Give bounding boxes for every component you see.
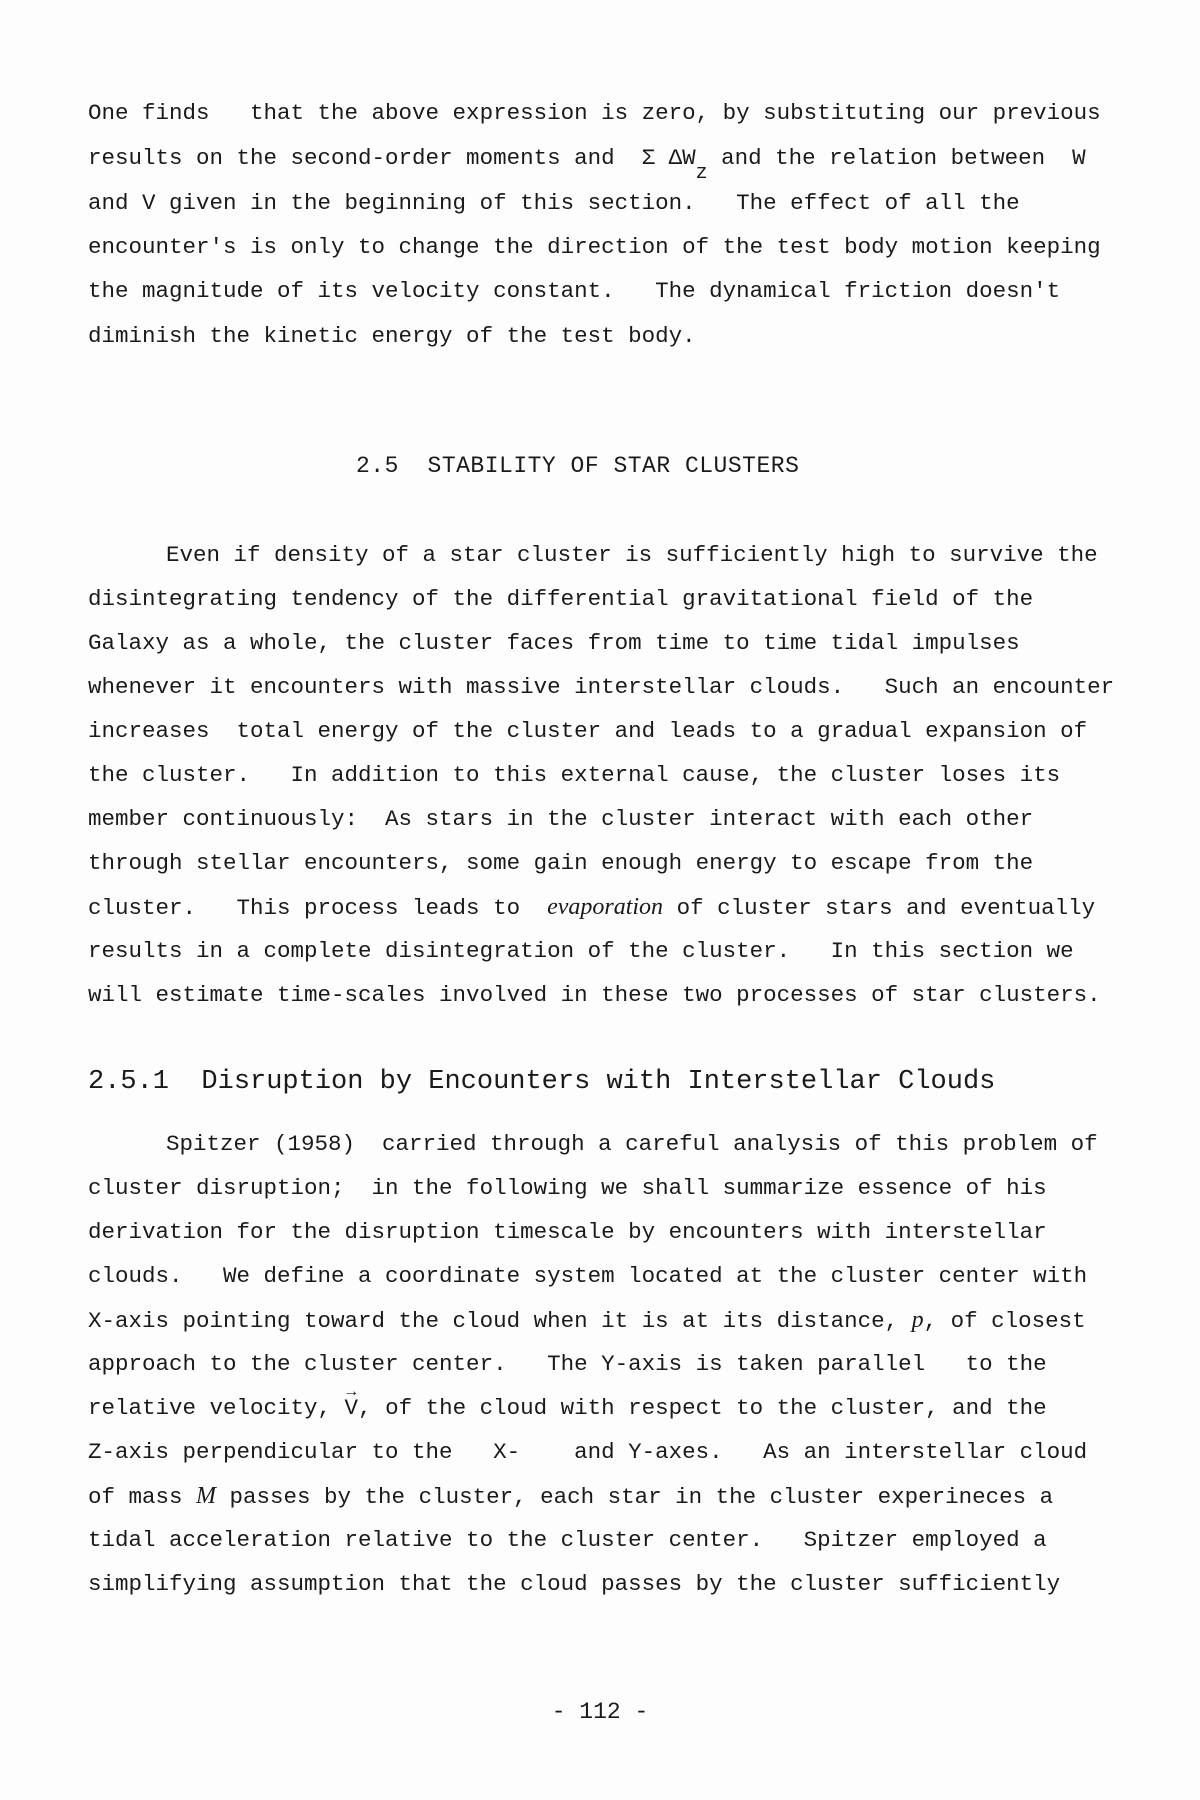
text-line: simplifying assumption that the cloud passes by the cluster sufficiently — [88, 1571, 1061, 1597]
text-span: , of the cloud with respect to the cluster, and the — [358, 1395, 1047, 1421]
text-line: tidal acceleration relative to the cluster center. Spitzer employed a — [88, 1527, 1047, 1553]
text-line: cluster disruption; in the following we shall summarize essence of his — [88, 1175, 1047, 1201]
text-line: increases total energy of the cluster and leads to a gradual expansion of — [88, 718, 1088, 744]
text-line: approach to the cluster center. The Y-axis is taken parallel to the — [88, 1351, 1047, 1377]
text-span: , of closest — [923, 1308, 1086, 1334]
text-line: member continuously: As stars in the cluster interact with each other — [88, 806, 1034, 832]
text-line: One finds that the above expression is zero, by substituting our previous — [88, 100, 1101, 126]
text-line: Z-axis perpendicular to the X- and Y-axes. As an interstellar cloud — [88, 1439, 1088, 1465]
text-line: Spitzer (1958) carried through a careful analysis of this problem of — [166, 1131, 1098, 1157]
text-span: results on the second-order moments and — [88, 145, 642, 171]
text-line: will estimate time-scales involved in these two processes of star clusters. — [88, 982, 1101, 1008]
text-span: passes by the cluster, each star in the cluster experineces a — [216, 1484, 1054, 1510]
text-span: of cluster stars and eventually — [663, 895, 1096, 921]
page-number: - 112 - — [551, 1699, 649, 1725]
text-line: clouds. We define a coordinate system located at the cluster center with — [88, 1263, 1088, 1289]
subsection-heading: 2.5.1 Disruption by Encounters with Interstellar Clouds — [88, 1067, 996, 1097]
sum-delta-w-expression — [641, 145, 708, 185]
vector-variable: → V — [345, 1395, 359, 1421]
text-span: cluster. This process leads to — [88, 895, 548, 921]
math-variable: p — [911, 1307, 924, 1333]
text-line — [88, 145, 1086, 185]
text-span: relative velocity, — [88, 1395, 345, 1421]
section-heading: 2.5 STABILITY OF STAR CLUSTERS — [356, 453, 800, 479]
text-span: and the relation between W — [707, 145, 1086, 171]
text-line: results in a complete disintegration of the cluster. In this section we — [88, 938, 1074, 964]
text-line: Galaxy as a whole, the cluster faces from time to time tidal impulses — [88, 630, 1020, 656]
math-subscript: z — [695, 162, 708, 185]
math-variable: M — [196, 1483, 217, 1509]
text-span: of mass — [88, 1484, 197, 1510]
text-line — [88, 1307, 1086, 1334]
text-line: and V given in the beginning of this section. The effect of all the — [88, 190, 1020, 216]
emphasized-term: evaporation — [547, 894, 664, 920]
text-line: diminish the kinetic energy of the test body. — [88, 323, 696, 349]
text-line: disintegrating tendency of the differential gravitational field of the — [88, 586, 1034, 612]
text-line: the magnitude of its velocity constant. The dynamical friction doesn't — [88, 278, 1061, 304]
text-line: the cluster. In addition to this external cause, the cluster loses its — [88, 762, 1061, 788]
text-line — [88, 1395, 1047, 1421]
text-line: through stellar encounters, some gain enough energy to escape from the — [88, 850, 1034, 876]
text-line: whenever it encounters with massive interstellar clouds. Such an encounter — [88, 674, 1115, 700]
text-line — [88, 894, 1095, 921]
text-line: encounter's is only to change the direction of the test body motion keeping — [88, 234, 1101, 260]
text-line: derivation for the disruption timescale by encounters with interstellar — [88, 1219, 1047, 1245]
math-symbol: Σ ΔW — [641, 145, 696, 171]
text-line — [88, 1483, 1053, 1510]
text-span: X-axis pointing toward the cloud when it is at its distance, — [88, 1308, 912, 1334]
text-line: Even if density of a star cluster is sufficiently high to survive the — [166, 542, 1098, 568]
